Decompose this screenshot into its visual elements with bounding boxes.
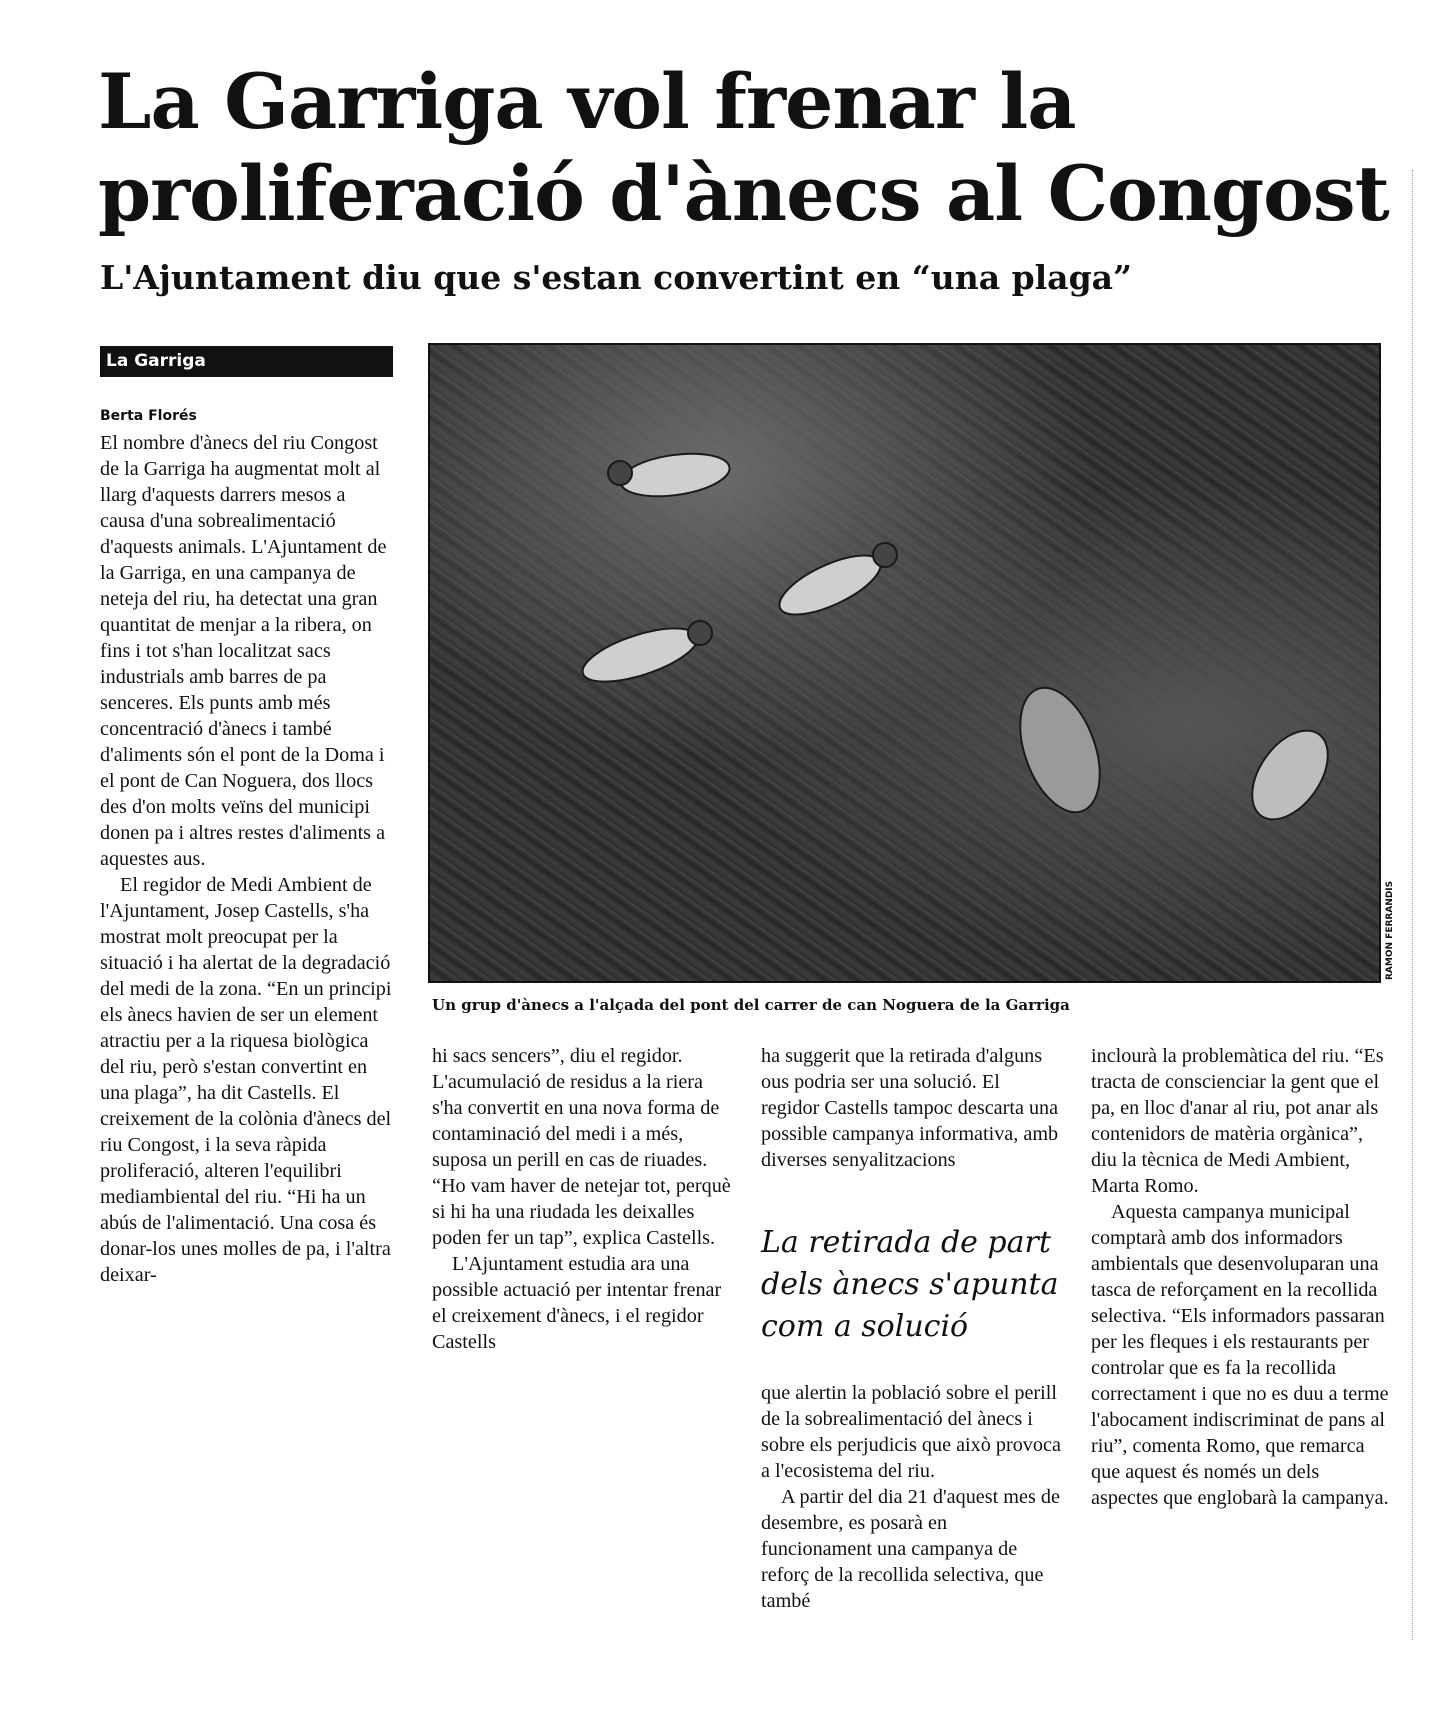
duck-shape-4 [1005,677,1115,823]
article-column-4 [1091,1043,1391,1511]
pull-quote [761,1222,1071,1348]
paragraph: El nombre d'ànecs del riu Congost de la Garriga ha augmentat molt al llarg d'aquests darrers mesos a causa d'una sobrealimentació d'aquests animals. L'Ajuntament de la Garriga, en una campanya de neteja del riu, ha detectat una gran quantitat de menjar a la ribera, on fins i tot s'han localitzat sacs industrials amb barres de pa senceres. Els punts amb més concentració d'ànecs i també d'aliments són el pont de la Doma i el pont de Can Noguera, dos llocs des d'on molts veïns del municipi donen pa i altres restes d'aliments a aquestes aus. [100,432,387,870]
photo-caption: Un grup d'ànecs a l'alçada del pont del carrer de can Noguera de la Garriga [432,996,1070,1014]
section-label: La Garriga [100,346,393,377]
article-column-3-top [761,1043,1061,1173]
paragraph: A partir del dia 21 d'aquest mes de desembre, es posarà en funcionament una campanya de reforç de la recollida selectiva, que també [761,1486,1060,1612]
duck-shape-1 [608,448,732,503]
headline-line-1: La Garriga vol frenar la [98,57,1076,146]
pull-quote-line-1: La retirada de part [761,1225,1051,1260]
photo-credit: RAMON FERRANDIS [1385,880,1395,980]
ducks-photo [428,343,1381,983]
paragraph: que alertin la població sobre el perill de la sobrealimentació del ànecs i sobre els perjudicis que això provoca a l'ecosistema del riu. [761,1382,1061,1482]
paragraph: El regidor de Medi Ambient de l'Ajuntament, Josep Castells, s'ha mostrat molt preocupat per la situació i ha alertat de la degradació del medi de la zona. “En un principi els ànecs havien de ser un element atractiu per a la riquesa biològica del riu, però s'estan convertint en una plaga”, ha dit Castells. El creixement de la colònia d'ànecs del riu Congost, i la seva ràpida proliferació, alteren l'equilibri mediambiental del riu. “Hi ha un abús de l'alimentació. Una cosa és donar-los unes molles de pa, i l'altra deixar- [100,874,392,1286]
duck-shape-2 [772,543,897,626]
paragraph: hi sacs sencers”, diu el regidor. L'acumulació de residus a la riera s'ha convertit en una nova forma de contaminació del medi i a més, suposa un perill en cas de riuades. “Ho vam haver de netejar tot, perquè si hi ha una riudada les deixalles poden fer un tap”, explica Castells. [432,1045,731,1249]
paragraph: Aquesta campanya municipal comptarà amb dos informadors ambientals que desenvoluparan una tasca de reforçament en la recollida selectiva. “Els informadors passaran per les fleques i els restaurants per controlar que es fa la recollida correctament i que no es duu a terme l'abocament indiscriminat de pans al riu”, comenta Romo, que remarca que aquest és només un dels aspectes que englobarà la campanya. [1091,1201,1389,1509]
pull-quote-line-3: com a solució [761,1309,969,1344]
paragraph: L'Ajuntament estudia ara una possible actuació per intentar frenar el creixement d'ànecs, i el regidor Castells [432,1253,722,1353]
headline [98,56,1428,240]
pull-quote-line-2: dels ànecs s'apunta [761,1267,1059,1302]
paragraph: ha suggerit que la retirada d'alguns ous podria ser una solució. El regidor Castells tampoc descarta una possible campanya informativa, amb diverses senyalitzacions [761,1045,1059,1171]
article-column-2 [432,1043,732,1355]
scan-edge-line [1412,170,1413,1640]
byline: Berta Florés [100,408,197,424]
paragraph: inclourà la problemàtica del riu. “Es tracta de conscienciar la gent que el pa, en lloc d'anar al riu, pot anar als contenidors de matèria orgànica”, diu la tècnica de Medi Ambient, Marta Romo. [1091,1045,1384,1197]
article-column-1 [100,430,395,1288]
article-column-3-bottom [761,1380,1061,1614]
duck-shape-3 [577,617,712,692]
subheadline: L'Ajuntament diu que s'estan convertint en “una plaga” [100,258,1133,297]
ducks-illustration [430,345,1381,983]
duck-shape-5 [1237,717,1344,833]
headline-line-2: proliferació d'ànecs al Congost [98,149,1389,238]
